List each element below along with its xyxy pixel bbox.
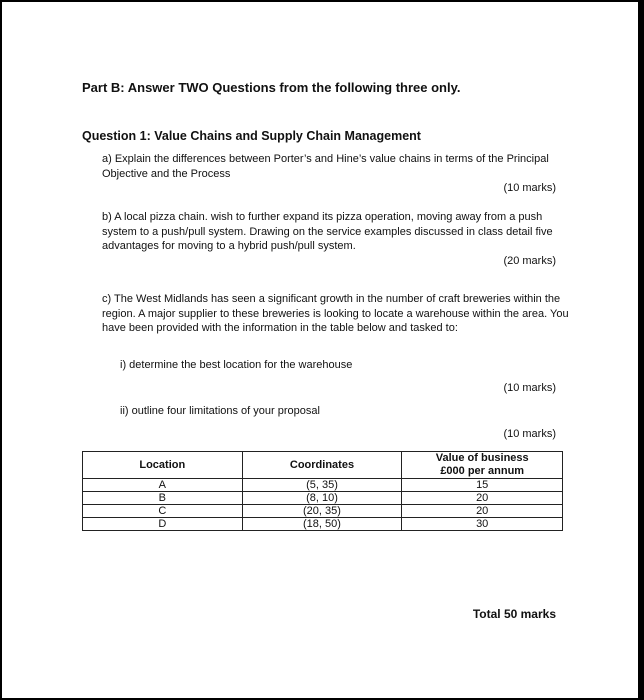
part-b-text: b) A local pizza chain. wish to further expand its pizza operation, moving away from a push system to a push/pull system. Drawing on the service examples discussed in class detail five advantages for moving to a hybrid push/pull system. [102, 211, 553, 252]
cell-value: 30 [402, 518, 563, 531]
part-c-sub-i: i) determine the best location for the warehouse [120, 359, 353, 371]
header-value-line2: £000 per annum [440, 465, 525, 477]
question-heading: Question 1: Value Chains and Supply Chain Management [82, 129, 421, 143]
part-b-marks: (20 marks) [503, 255, 556, 267]
part-c-text: c) The West Midlands has seen a significant growth in the number of craft breweries within the region. A major supplier to these breweries is looking to locate a warehouse within the area. You have been provided with the information in the table below and tasked to: [102, 293, 569, 334]
table-row [83, 518, 563, 531]
header-value-line1: Value of business [435, 452, 529, 464]
table-row [83, 505, 563, 518]
cell-location: B [83, 492, 243, 505]
table-row [83, 479, 563, 492]
header-coordinates: Coordinates [242, 452, 402, 479]
header-location: Location [83, 452, 243, 479]
cell-coordinates: (5, 35) [242, 479, 402, 492]
table-row [83, 492, 563, 505]
cell-value: 15 [402, 479, 563, 492]
location-table [82, 451, 563, 531]
cell-coordinates: (18, 50) [242, 518, 402, 531]
table-header-row [83, 452, 563, 479]
total-marks: Total 50 marks [472, 607, 556, 621]
part-c-sub-ii: ii) outline four limitations of your proposal [120, 405, 320, 417]
part-heading: Part B: Answer TWO Questions from the following three only. [82, 80, 461, 95]
cell-location: C [83, 505, 243, 518]
part-a-text: a) Explain the differences between Porter’s and Hine’s value chains in terms of the Principal Objective and the Process [102, 153, 549, 180]
cell-value: 20 [402, 505, 563, 518]
exam-page [2, 2, 638, 698]
cell-location: A [83, 479, 243, 492]
part-c-sub-i-marks: (10 marks) [503, 382, 556, 394]
part-c-sub-ii-marks: (10 marks) [503, 428, 556, 440]
cell-coordinates: (8, 10) [242, 492, 402, 505]
part-a-marks: (10 marks) [503, 182, 556, 194]
cell-coordinates: (20, 35) [242, 505, 402, 518]
header-value [402, 452, 563, 479]
cell-value: 20 [402, 492, 563, 505]
cell-location: D [83, 518, 243, 531]
